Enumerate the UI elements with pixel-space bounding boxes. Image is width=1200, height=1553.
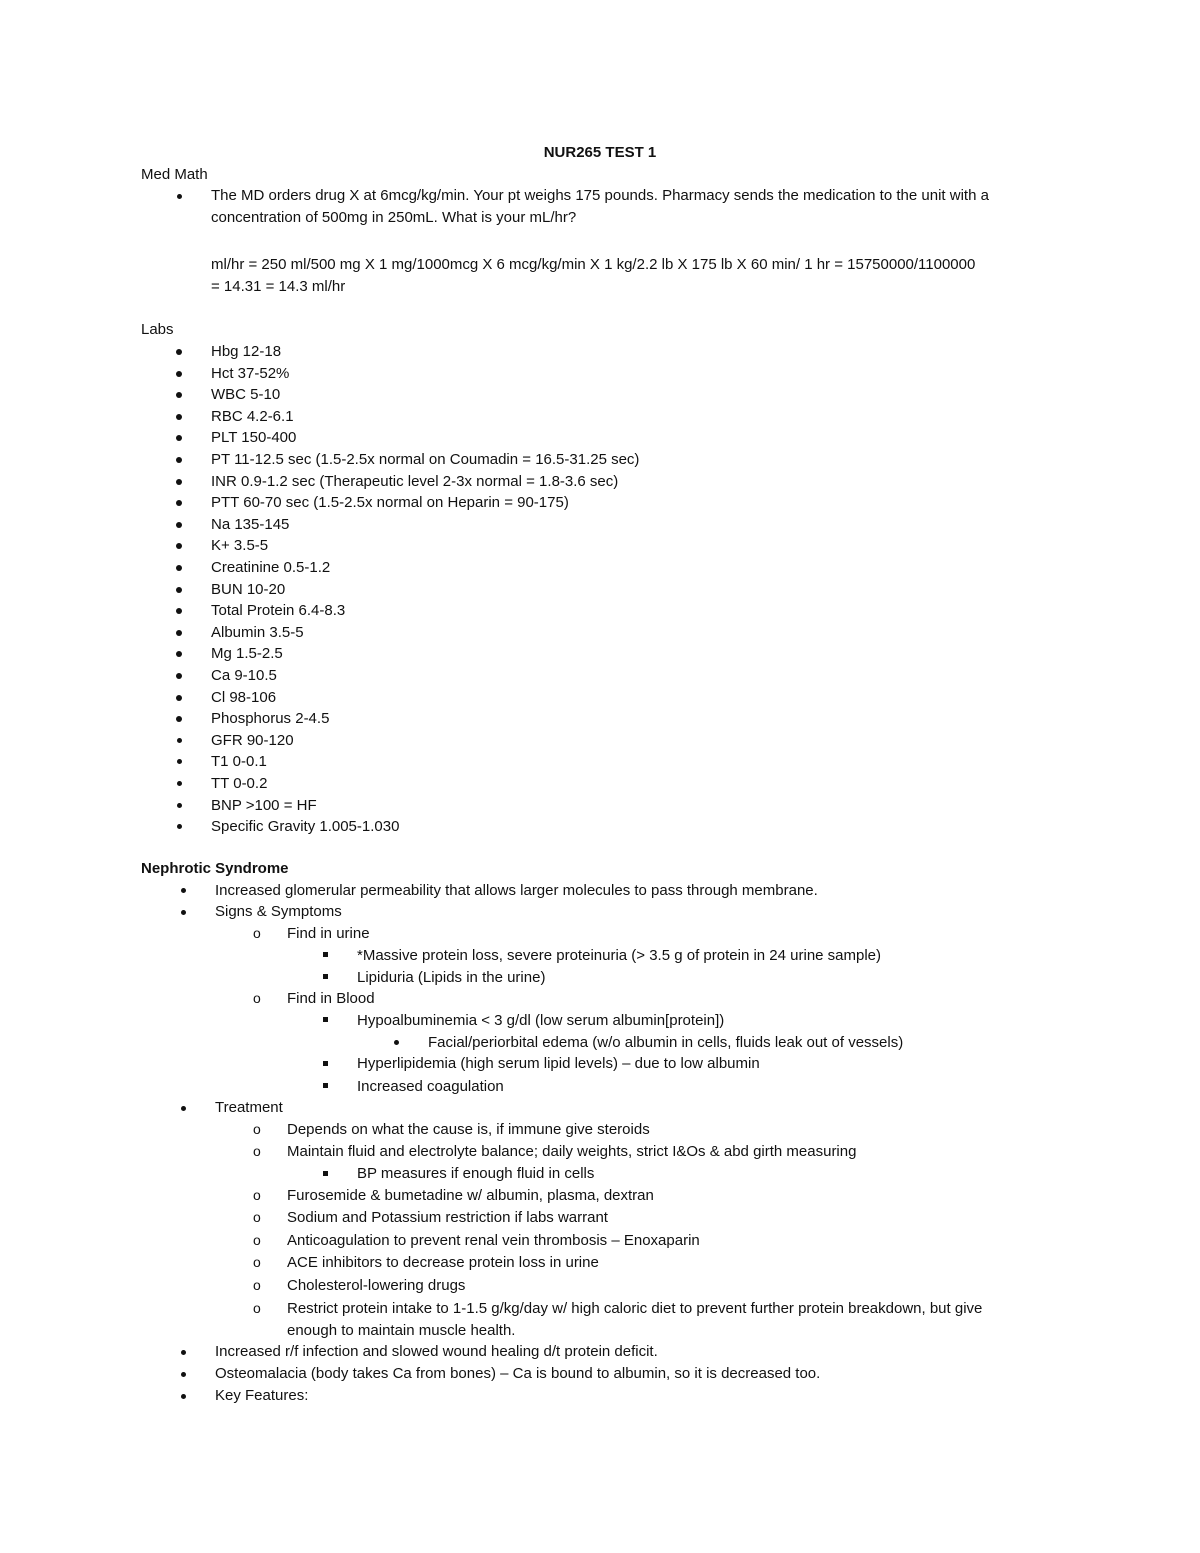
- lab-item: INR 0.9-1.2 sec (Therapeutic level 2-3x normal = 1.8-3.6 sec): [211, 472, 619, 490]
- lab-item: TT 0-0.2: [211, 775, 268, 792]
- blood-sub-item: Facial/periorbital edema (w/o albumin in cells, fluids leak out of vessels): [428, 1034, 904, 1051]
- blood-label: Find in Blood: [287, 990, 375, 1007]
- infection-item: Increased r/f infection and slowed wound healing d/t protein deficit.: [215, 1343, 658, 1360]
- urine-item: *Massive protein loss, severe proteinuria (> 3.5 g of protein in 24 urine sample): [357, 947, 882, 964]
- lab-item: Hbg 12-18: [211, 343, 282, 360]
- lab-item: BNP >100 = HF: [211, 796, 317, 814]
- bullet-icon: [181, 1372, 186, 1377]
- bullet-icon: [176, 479, 182, 485]
- bullet-icon: [177, 194, 182, 199]
- med-math-answer-line1: ml/hr = 250 ml/500 mg X 1 mg/1000mcg X 6 mcg/kg/min X 1 kg/2.2 lb X 175 lb X 60 min/ 1 hr = 15750000/1100000: [211, 256, 976, 273]
- treatment-item: Depends on what the cause is, if immune give steroids: [287, 1121, 650, 1138]
- lab-item: Hct 37-52%: [211, 364, 290, 382]
- bullet-icon: [177, 759, 182, 764]
- med-math-heading: Med Math: [141, 166, 208, 183]
- treatment-label: Treatment: [215, 1099, 283, 1116]
- circle-bullet-icon: o: [253, 1187, 261, 1203]
- treatment-item: Furosemide & bumetadine w/ albumin, plasma, dextran: [287, 1187, 654, 1204]
- treatment-item: Sodium and Potassium restriction if labs warrant: [287, 1209, 608, 1226]
- bullet-icon: [176, 522, 182, 528]
- bullet-icon: [181, 1350, 186, 1355]
- lab-item: Phosphorus 2-4.5: [211, 710, 330, 728]
- lab-item: Na 135-145: [211, 515, 290, 533]
- circle-bullet-icon: o: [253, 1143, 261, 1159]
- key-features-item: Key Features:: [215, 1387, 309, 1404]
- bullet-icon: [176, 608, 182, 614]
- lab-item: PLT 150-400: [211, 429, 297, 447]
- circle-bullet-icon: o: [253, 990, 261, 1006]
- bullet-icon: [177, 803, 182, 808]
- labs-heading: Labs: [141, 321, 174, 338]
- lab-item: T1 0-0.1: [211, 753, 267, 771]
- bullet-icon: [176, 414, 182, 420]
- osteomalacia-item: Osteomalacia (body takes Ca from bones) – Ca is bound to albumin, so it is decreased too.: [215, 1365, 821, 1382]
- bullet-icon: [181, 888, 186, 893]
- circle-bullet-icon: o: [253, 1277, 261, 1293]
- bullet-icon: [176, 565, 182, 571]
- bullet-icon: [177, 824, 182, 829]
- lab-item: K+ 3.5-5: [211, 537, 269, 555]
- signs-label: Signs & Symptoms: [215, 903, 342, 920]
- circle-bullet-icon: o: [253, 1300, 261, 1316]
- square-bullet-icon: [323, 1171, 328, 1176]
- bullet-icon: [176, 435, 182, 441]
- bullet-icon: [176, 457, 182, 463]
- lab-item: Mg 1.5-2.5: [211, 645, 283, 663]
- lab-item: WBC 5-10: [211, 386, 281, 404]
- nephrotic-heading: Nephrotic Syndrome: [141, 860, 289, 877]
- square-bullet-icon: [323, 952, 328, 957]
- lab-item: Cl 98-106: [211, 688, 277, 706]
- bullet-icon: [176, 673, 182, 679]
- urine-item: Lipiduria (Lipids in the urine): [357, 969, 546, 986]
- bullet-icon: [181, 1106, 186, 1111]
- lab-item: Total Protein 6.4-8.3: [211, 602, 346, 620]
- lab-item: Creatinine 0.5-1.2: [211, 559, 331, 576]
- blood-item: Hypoalbuminemia < 3 g/dl (low serum albumin[protein]): [357, 1012, 725, 1029]
- document-title: NUR265 TEST 1: [543, 144, 657, 161]
- treatment-item: Anticoagulation to prevent renal vein thrombosis – Enoxaparin: [287, 1232, 700, 1249]
- blood-item: Increased coagulation: [357, 1078, 504, 1095]
- bullet-icon: [394, 1040, 399, 1045]
- bullet-icon: [176, 587, 182, 593]
- bullet-icon: [177, 738, 182, 743]
- treatment-item: ACE inhibitors to decrease protein loss in urine: [287, 1254, 599, 1271]
- treatment-item: Restrict protein intake to 1-1.5 g/kg/day w/ high caloric diet to prevent further protein breakdown, but give: [287, 1300, 983, 1317]
- treatment-item: Cholesterol-lowering drugs: [287, 1277, 466, 1294]
- bullet-icon: [181, 910, 186, 915]
- urine-label: Find in urine: [287, 925, 370, 942]
- nephrotic-definition: Increased glomerular permeability that allows larger molecules to pass through membrane.: [215, 882, 818, 899]
- lab-item: BUN 10-20: [211, 580, 286, 598]
- treatment-item: Maintain fluid and electrolyte balance; daily weights, strict I&Os & abd girth measuring: [287, 1143, 857, 1160]
- square-bullet-icon: [323, 1061, 328, 1066]
- bullet-icon: [176, 716, 182, 722]
- bullet-icon: [176, 500, 182, 506]
- med-math-question-line2: concentration of 500mg in 250mL. What is your mL/hr?: [211, 209, 577, 226]
- circle-bullet-icon: o: [253, 1121, 261, 1137]
- bullet-icon: [176, 349, 182, 355]
- bullet-icon: [176, 695, 182, 701]
- med-math-question-line1: The MD orders drug X at 6mcg/kg/min. Your pt weighs 175 pounds. Pharmacy sends the medication to the unit with a: [211, 187, 989, 204]
- lab-item: Ca 9-10.5: [211, 667, 277, 684]
- bullet-icon: [176, 392, 182, 398]
- circle-bullet-icon: o: [253, 925, 261, 941]
- treatment-item-continued: enough to maintain muscle health.: [287, 1322, 516, 1339]
- square-bullet-icon: [323, 1083, 328, 1088]
- bullet-icon: [176, 651, 182, 657]
- bullet-icon: [181, 1394, 186, 1399]
- square-bullet-icon: [323, 974, 328, 979]
- blood-item: Hyperlipidemia (high serum lipid levels) – due to low albumin: [357, 1055, 760, 1072]
- bullet-icon: [176, 371, 182, 377]
- bullet-icon: [177, 781, 182, 786]
- circle-bullet-icon: o: [253, 1254, 261, 1270]
- bullet-icon: [176, 630, 182, 636]
- lab-item: Specific Gravity 1.005-1.030: [211, 818, 400, 836]
- circle-bullet-icon: o: [253, 1209, 261, 1225]
- lab-item: GFR 90-120: [211, 731, 294, 749]
- bullet-icon: [176, 543, 182, 549]
- lab-item: RBC 4.2-6.1: [211, 407, 294, 425]
- lab-item: PT 11-12.5 sec (1.5-2.5x normal on Coumadin = 16.5-31.25 sec): [211, 451, 640, 468]
- med-math-answer-line2: = 14.31 = 14.3 ml/hr: [211, 278, 346, 295]
- lab-item: Albumin 3.5-5: [211, 623, 304, 641]
- circle-bullet-icon: o: [253, 1232, 261, 1248]
- lab-item: PTT 60-70 sec (1.5-2.5x normal on Heparin = 90-175): [211, 494, 569, 512]
- treatment-sub-item: BP measures if enough fluid in cells: [357, 1165, 595, 1182]
- square-bullet-icon: [323, 1017, 328, 1022]
